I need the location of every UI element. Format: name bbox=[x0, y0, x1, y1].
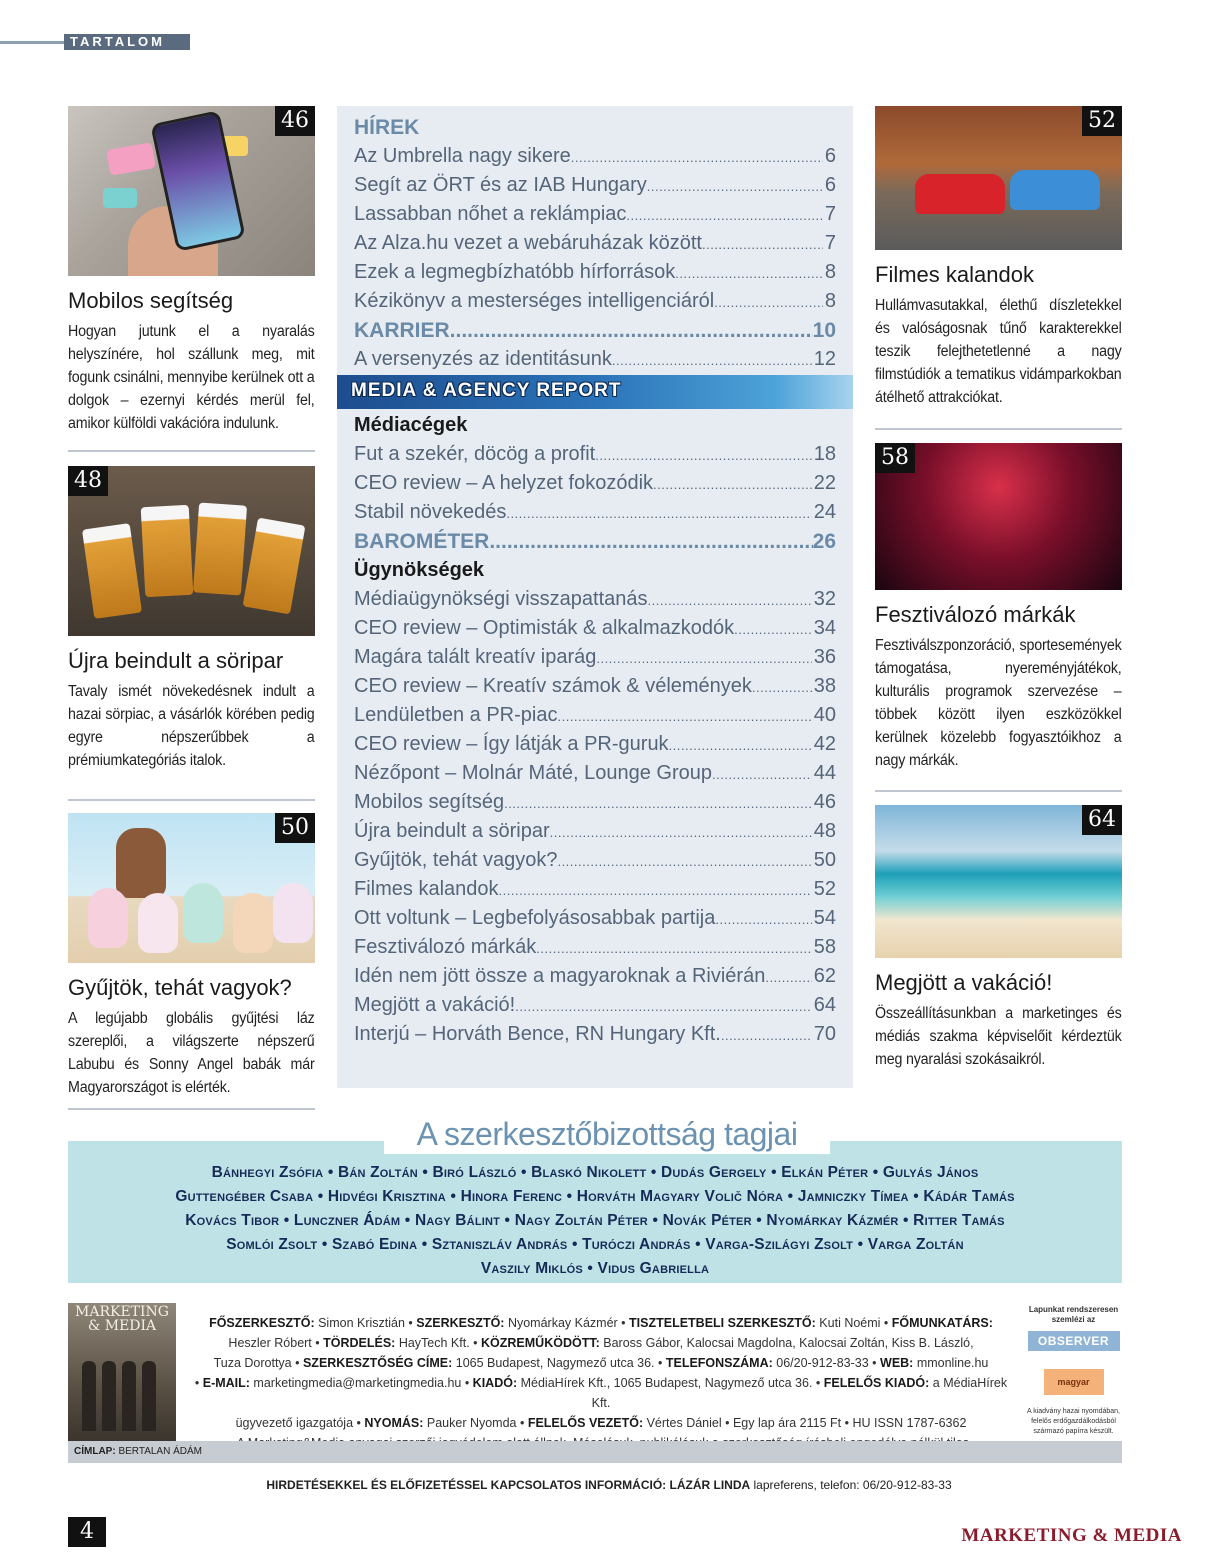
table-of-contents bbox=[337, 106, 853, 1088]
toc-item[interactable]: Interjú – Horváth Bence, RN Hungary Kft. ..... 70 bbox=[354, 1020, 836, 1049]
feature-text: Hogyan jutunk el a nyaralás helyszínére, hol szállunk meg, mit fogunk csinálni, mennyibe kerülnek ott a dolgok – ezernyi kérdés merül fel, amikor külföldi vakációra indulunk. bbox=[68, 323, 315, 432]
toc-item[interactable]: Lendületben a PR-piac ..... 40 bbox=[354, 701, 836, 730]
toc-item[interactable]: Stabil növekedés ..... 24 bbox=[354, 498, 836, 527]
toc-item[interactable]: Idén nem jött össze a magyaroknak a Riviérán ..... 62 bbox=[354, 962, 836, 991]
feature-festival[interactable] bbox=[875, 443, 1122, 772]
editorial-board bbox=[68, 1141, 1122, 1283]
feature-title: Mobilos segítség bbox=[68, 288, 234, 313]
divider bbox=[875, 790, 1122, 792]
toc-item[interactable]: Az Umbrella nagy sikere ..... 6 bbox=[354, 142, 836, 171]
feature-vacation[interactable] bbox=[875, 805, 1122, 1071]
toc-item[interactable]: Nézőpont – Molnár Máté, Lounge Group ..... 44 bbox=[354, 759, 836, 788]
feature-collectors[interactable] bbox=[68, 813, 315, 1099]
divider bbox=[68, 1108, 315, 1110]
magyar-logo: magyar bbox=[1044, 1369, 1104, 1395]
feature-image bbox=[68, 466, 315, 636]
toc-item[interactable]: Újra beindult a söripar ..... 48 bbox=[354, 817, 836, 846]
feature-title: Újra beindult a söripar bbox=[68, 648, 284, 673]
toc-item[interactable]: Ott voltunk – Legbefolyásosabbak partija ..... 54 bbox=[354, 904, 836, 933]
side-logos: Lapunkat rendszeresen szemlézi az OBSERVER magyar A kiadvány hazai nyomdában, felelős erdőgazdálkodásból származó papírra készült. bbox=[1026, 1305, 1120, 1435]
feature-text: Hullámvasutakkal, élethű díszletekkel és valóságosnak tűnő karakterekkel teszik felejthetetlenné a nagy filmstúdiók a tematikus vidámparkokban átélhető attrakciókat. bbox=[875, 297, 1122, 406]
feature-beer[interactable] bbox=[68, 466, 315, 772]
toc-category-barometer[interactable]: BAROMÉTER ..... 26 bbox=[354, 527, 836, 556]
toc-item[interactable]: Lassabban nőhet a reklámpiac ..... 7 bbox=[354, 200, 836, 229]
toc-item[interactable]: Fesztiválozó márkák ..... 58 bbox=[354, 933, 836, 962]
toc-item[interactable]: Az Alza.hu vezet a webáruházak között ..... 7 bbox=[354, 229, 836, 258]
section-title: TARTALOM bbox=[64, 34, 190, 50]
toc-item[interactable]: Kézikönyv a mesterséges intelligenciáról ..... 8 bbox=[354, 287, 836, 316]
feature-title: Fesztiválozó márkák bbox=[875, 602, 1076, 627]
toc-item[interactable]: Filmes kalandok ..... 52 bbox=[354, 875, 836, 904]
toc-item[interactable]: Segít az ÖRT és az IAB Hungary ..... 6 bbox=[354, 171, 836, 200]
board-line: Vaszily Miklós • Vidus Gabriella bbox=[480, 1260, 710, 1277]
feature-text: Fesztiválszponzoráció, sportesemények támogatása, nyereményjátékok, kulturális programok szervezése – többek között ilyen eszközökkel kerülnek közelebb fogyasztóikhoz a nagy márkák. bbox=[875, 637, 1122, 769]
toc-subheading-ugynoksegek: Ügynökségek bbox=[354, 559, 485, 581]
toc-item[interactable]: CEO review – Optimisták & alkalmazkodók ..... 34 bbox=[354, 614, 836, 643]
toc-subheading-mediacegek: Médiacégek bbox=[354, 414, 468, 436]
feature-image bbox=[875, 805, 1122, 958]
feature-film[interactable] bbox=[875, 106, 1122, 409]
board-line: Kovács Tibor • Lunczner Ádám • Nagy Bálint • Nagy Zoltán Péter • Novák Péter • Nyomárkay Kázmér • Ritter Tamás bbox=[185, 1212, 1005, 1229]
toc-item[interactable]: Megjött a vakáció! ..... 64 bbox=[354, 991, 836, 1020]
feature-title: Gyűjtök, tehát vagyok? bbox=[68, 975, 292, 1000]
feature-image bbox=[68, 813, 315, 963]
feature-mobile[interactable] bbox=[68, 106, 315, 435]
toc-item[interactable]: Mobilos segítség ..... 46 bbox=[354, 788, 836, 817]
toc-item[interactable]: CEO review – Így látják a PR-guruk ..... 42 bbox=[354, 730, 836, 759]
observer-logo[interactable]: OBSERVER bbox=[1028, 1331, 1120, 1351]
section-header bbox=[0, 34, 190, 50]
toc-item[interactable]: CEO review – A helyzet fokozódik ..... 22 bbox=[354, 469, 836, 498]
toc-item[interactable]: Gyűjtök, tehát vagyok? ..... 50 bbox=[354, 846, 836, 875]
feature-image bbox=[875, 106, 1122, 250]
toc-item[interactable]: Ezek a legmegbízhatóbb hírforrások ..... 8 bbox=[354, 258, 836, 287]
board-title: A szerkesztőbizottság tagjai bbox=[384, 1114, 830, 1154]
divider bbox=[68, 450, 315, 452]
board-line: Bánhegyi Zsófia • Bán Zoltán • Biró László • Blaskó Nikolett • Dudás Gergely • Elkán Péter • Gulyás János bbox=[211, 1164, 979, 1181]
page-number-badge: 64 bbox=[1082, 805, 1122, 835]
page-number-badge: 48 bbox=[68, 466, 108, 496]
toc-item[interactable]: CEO review – Kreatív számok & vélemények ..... 38 bbox=[354, 672, 836, 701]
divider bbox=[875, 428, 1122, 430]
feature-image bbox=[68, 106, 315, 276]
advertising-info: HIRDETÉSEKKEL ÉS ELŐFIZETÉSSEL KAPCSOLATOS INFORMÁCIÓ: LÁZÁR LINDA lapreferens, telefon: 06/20-912-83-33 bbox=[266, 1478, 952, 1492]
brand-logo: MARKETING & MEDIA bbox=[961, 1525, 1182, 1546]
divider bbox=[68, 799, 315, 801]
colophon: FŐSZERKESZTŐ: Simon Krisztián • SZERKESZTŐ: Nyomárkay Kázmér • TISZTELETBELI SZERKESZTŐ: Kuti Noémi • FŐMUNKATÁRS: Heszler Róbert • TÖRDELÉS: HayTech Kft. • KÖZREMŰKÖDÖTT: Baross Gábor, Kalocsai Magdolna, Kalocsai Zoltán, Kiss B. László, Tuza Dorottya • SZERKESZTŐSÉG CÍME: 1065 Budapest, Nagymező utca 36. • TELEFONSZÁMA: 06/20-912-83-33 • WEB: mmonline.hu • E-MAIL: marketingmedia@marketingmedia.hu • KIADÓ: MédiaHírek Kft., 1065 Budapest, Nagymező utca 36. • FELELŐS KIADÓ: a MédiaHírek Kft. ügyvezető igazgatója • NYOMÁS: Pauker Nyomda • FELELŐS VEZETŐ: Vértes Dániel • Egy lap ára 2115 Ft • HU ISSN 1787-6362 bbox=[194, 1316, 1008, 1430]
page-number-badge: 58 bbox=[875, 443, 915, 473]
page-number-badge: 46 bbox=[275, 106, 315, 136]
board-line: Somlói Zsolt • Szabó Edina • Sztaniszláv András • Turóczi András • Varga-Szilágyi Zsolt • Varga Zoltán bbox=[226, 1236, 964, 1253]
toc-category-hirek: HÍREK bbox=[354, 116, 420, 139]
feature-title: Megjött a vakáció! bbox=[875, 970, 1053, 995]
header-rule bbox=[0, 41, 64, 44]
page-number-badge: 50 bbox=[275, 813, 315, 843]
toc-category-karrier[interactable]: KARRIER ..... 10 bbox=[354, 316, 836, 345]
toc-item[interactable]: Médiaügynökségi visszapattanás ..... 32 bbox=[354, 585, 836, 614]
toc-item[interactable]: A versenyzés az identitásunk ..... 12 bbox=[354, 345, 836, 374]
toc-item[interactable]: Magára talált kreatív iparág ..... 36 bbox=[354, 643, 836, 672]
feature-text: Tavaly ismét növekedésnek indult a hazai sörpiac, a vásárlók körében pedig egyre népszerűbbek a prémiumkategóriás italok. bbox=[68, 683, 315, 769]
feature-image bbox=[875, 443, 1122, 590]
media-agency-report-banner: MEDIA & AGENCY REPORT bbox=[337, 375, 853, 409]
cover-thumbnail[interactable]: MARKETING & MEDIA bbox=[68, 1303, 176, 1441]
page-number-badge: 52 bbox=[1082, 106, 1122, 136]
toc-item[interactable]: Fut a szekér, döcög a profit ..... 18 bbox=[354, 440, 836, 469]
cover-credit: CÍMLAP: BERTALAN ÁDÁM bbox=[68, 1441, 1122, 1463]
feature-title: Filmes kalandok bbox=[875, 262, 1034, 287]
feature-text: A legújabb globális gyűjtési láz szereplői, a világszerte népszerű Labubu és Sonny Angel babák már Magyarországot is elérték. bbox=[68, 1010, 315, 1096]
feature-text: Összeállításunkban a marketinges és médiás szakma képviselőit kérdeztük meg nyaralási szokásaikról. bbox=[875, 1005, 1122, 1068]
page-number: 4 bbox=[68, 1517, 106, 1547]
board-line: Guttengéber Csaba • Hidvégi Krisztina • Hinora Ferenc • Horváth Magyary Volič Nóra • Jamniczky Tímea • Kádár Tamás bbox=[175, 1188, 1015, 1205]
